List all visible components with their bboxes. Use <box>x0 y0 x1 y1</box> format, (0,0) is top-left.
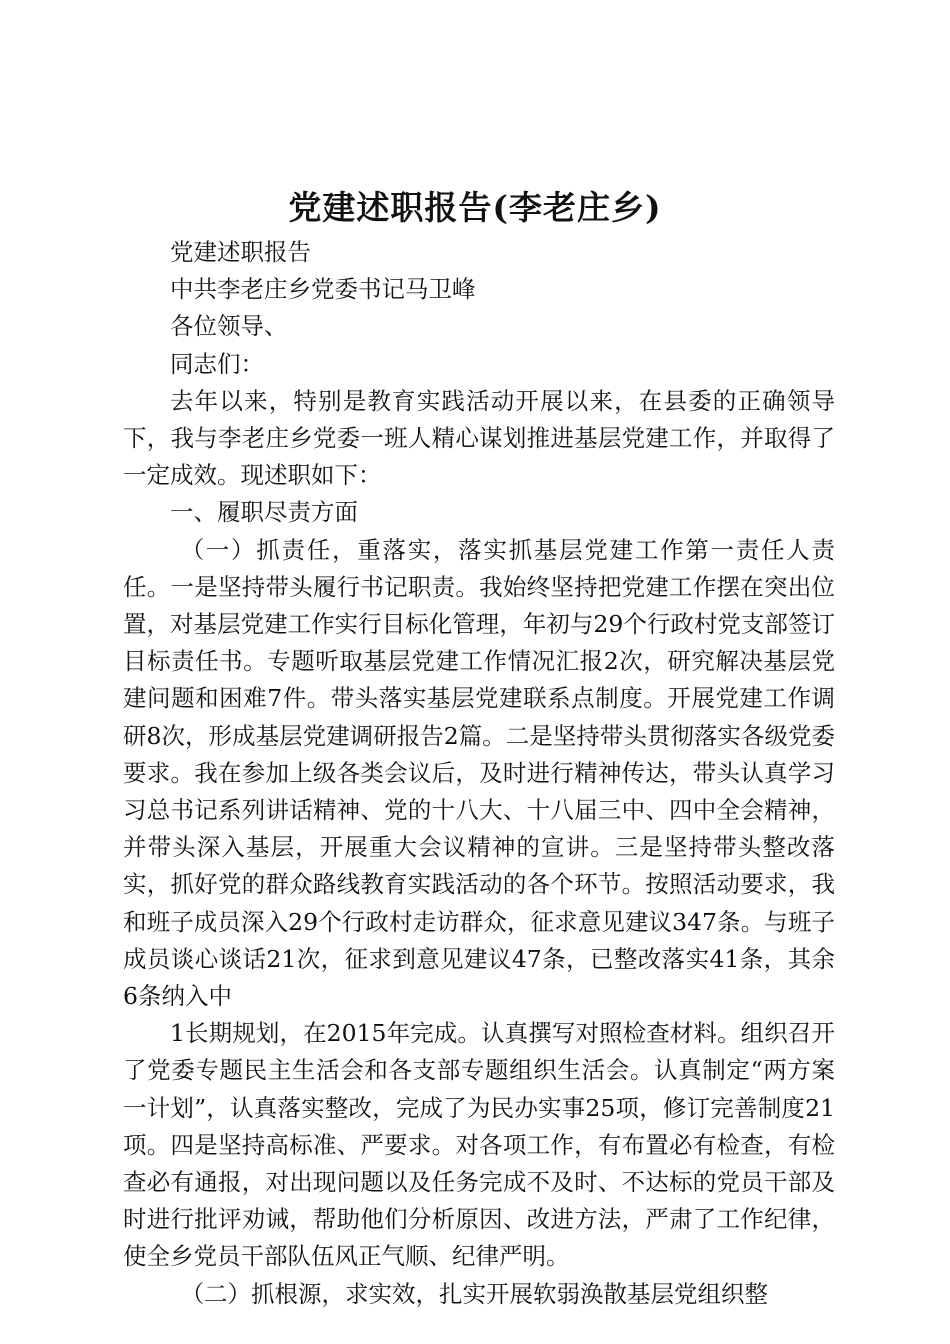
paragraph-salutation-1: 各位领导、 <box>170 312 288 341</box>
document-title: 党建述职报告(李老庄乡) <box>288 188 662 227</box>
paragraph-section-heading: 一、履职尽责方面 <box>170 498 358 527</box>
paragraph-salutation-2: 同志们： <box>170 349 264 378</box>
paragraph-body-3: （二）抓根源，求实效，扎实开展软弱涣散基层党组织整 <box>180 1279 769 1308</box>
paragraph-intro: 去年以来，特别是教育实践活动开展以来，在县委的正确领导下，我与李老庄乡党委一班人精心谋划推进基层党建工作，并取得了一定成效。现述职如下： <box>123 386 835 490</box>
paragraph-body-1: （一）抓责任，重落实，落实抓基层党建工作第一责任人责任。一是坚持带头履行书记职责。我始终坚持把党建工作摆在突出位置，对基层党建工作实行目标化管理，年初与29个行政村党支部签订目标责任书。专题听取基层党建工作情况汇报2次，研究解决基层党建问题和困难7件。带头落实基层党建联系点制度。开展党建工作调研8次，形成基层党建调研报告2篇。二是坚持带头贯彻落实各级党委要求。我在参加上级各类会议后，及时进行精神传达，带头认真学习习总书记系列讲话精神、党的十八大、十八届三中、四中全会精神，并带头深入基层，开展重大会议精神的宣讲。三是坚持带头整改落实，抓好党的群众路线教育实践活动的各个环节。按照活动要求，我和班子成员深入29个行政村走访群众，征求意见建议347条。与班子成员谈心谈话21次，征求到意见建议47条，已整改落实41条，其余6条纳入中 <box>123 535 835 1011</box>
paragraph-heading: 党建述职报告 <box>170 238 311 266</box>
paragraph-body-2: 1长期规划，在2015年完成。认真撰写对照检查材料。组织召开了党委专题民主生活会和各支部专题组织生活会。认真制定“两方案一计划”，认真落实整改，完成了为民办实事25项，修订完善制度21项。四是坚持高标准、严要求。对各项工作，有布置必有检查，有检查必有通报，对出现问题以及任务完成不及时、不达标的党员干部及时进行批评劝诫，帮助他们分析原因、改进方法，严肃了工作纪律，使全乡党员干部队伍风正气顺、纪律严明。 <box>123 1019 835 1271</box>
paragraph-author: 中共李老庄乡党委书记马卫峰 <box>170 275 476 304</box>
document-body <box>123 234 835 1313</box>
